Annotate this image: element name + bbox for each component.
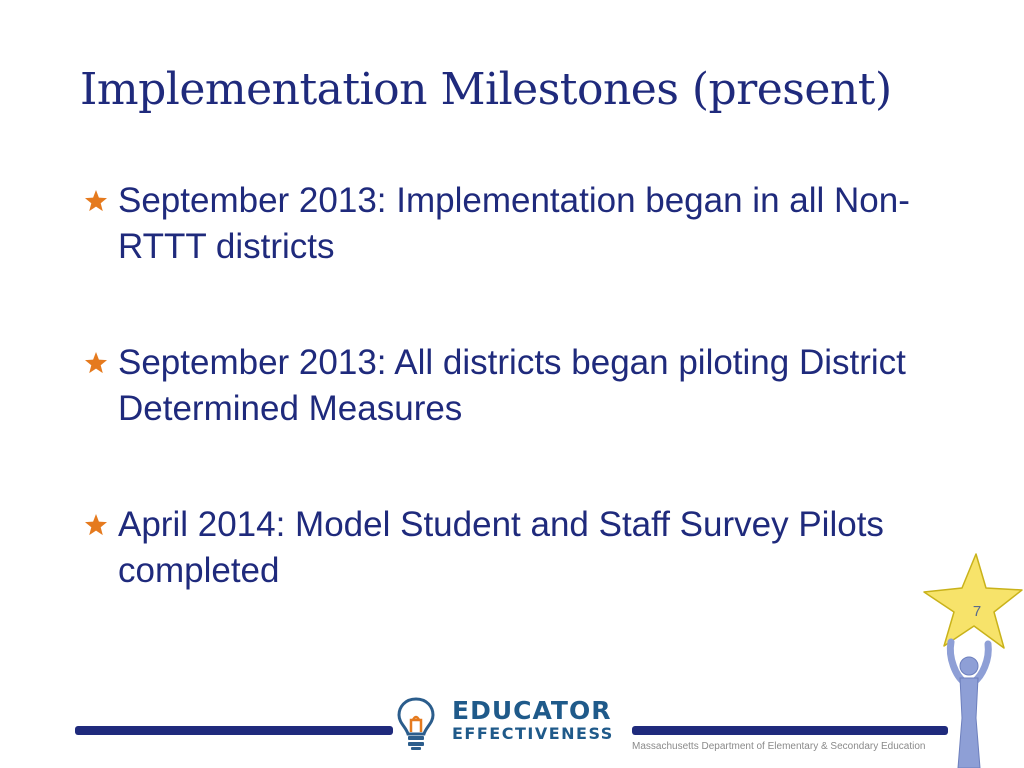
bullet-list <box>80 178 940 664</box>
footer-bar-right <box>632 726 948 735</box>
person-holding-star-icon <box>918 548 1024 768</box>
page-number: 7 <box>972 603 982 620</box>
bullet-item <box>80 502 940 594</box>
bullet-item <box>80 178 940 270</box>
organization-name: Massachusetts Department of Elementary & Secondary Education <box>632 741 926 752</box>
star-bullet-icon <box>84 189 108 213</box>
educator-effectiveness-logo <box>396 692 628 754</box>
star-bullet-icon <box>84 513 108 537</box>
bullet-text: April 2014: Model Student and Staff Survey Pilots completed <box>118 505 884 590</box>
slide-title: Implementation Milestones (present) <box>80 64 892 115</box>
footer-bar-left <box>75 726 393 735</box>
bullet-text: September 2013: All districts began piloting District Determined Measures <box>118 343 906 428</box>
logo-text-educator: EDUCATOR <box>452 696 612 725</box>
lightbulb-icon <box>396 696 436 752</box>
logo-text-effectiveness: EFFECTIVENESS <box>452 724 614 743</box>
star-bullet-icon <box>84 351 108 375</box>
bullet-text: September 2013: Implementation began in all Non-RTTT districts <box>118 181 910 266</box>
bullet-item <box>80 340 940 432</box>
